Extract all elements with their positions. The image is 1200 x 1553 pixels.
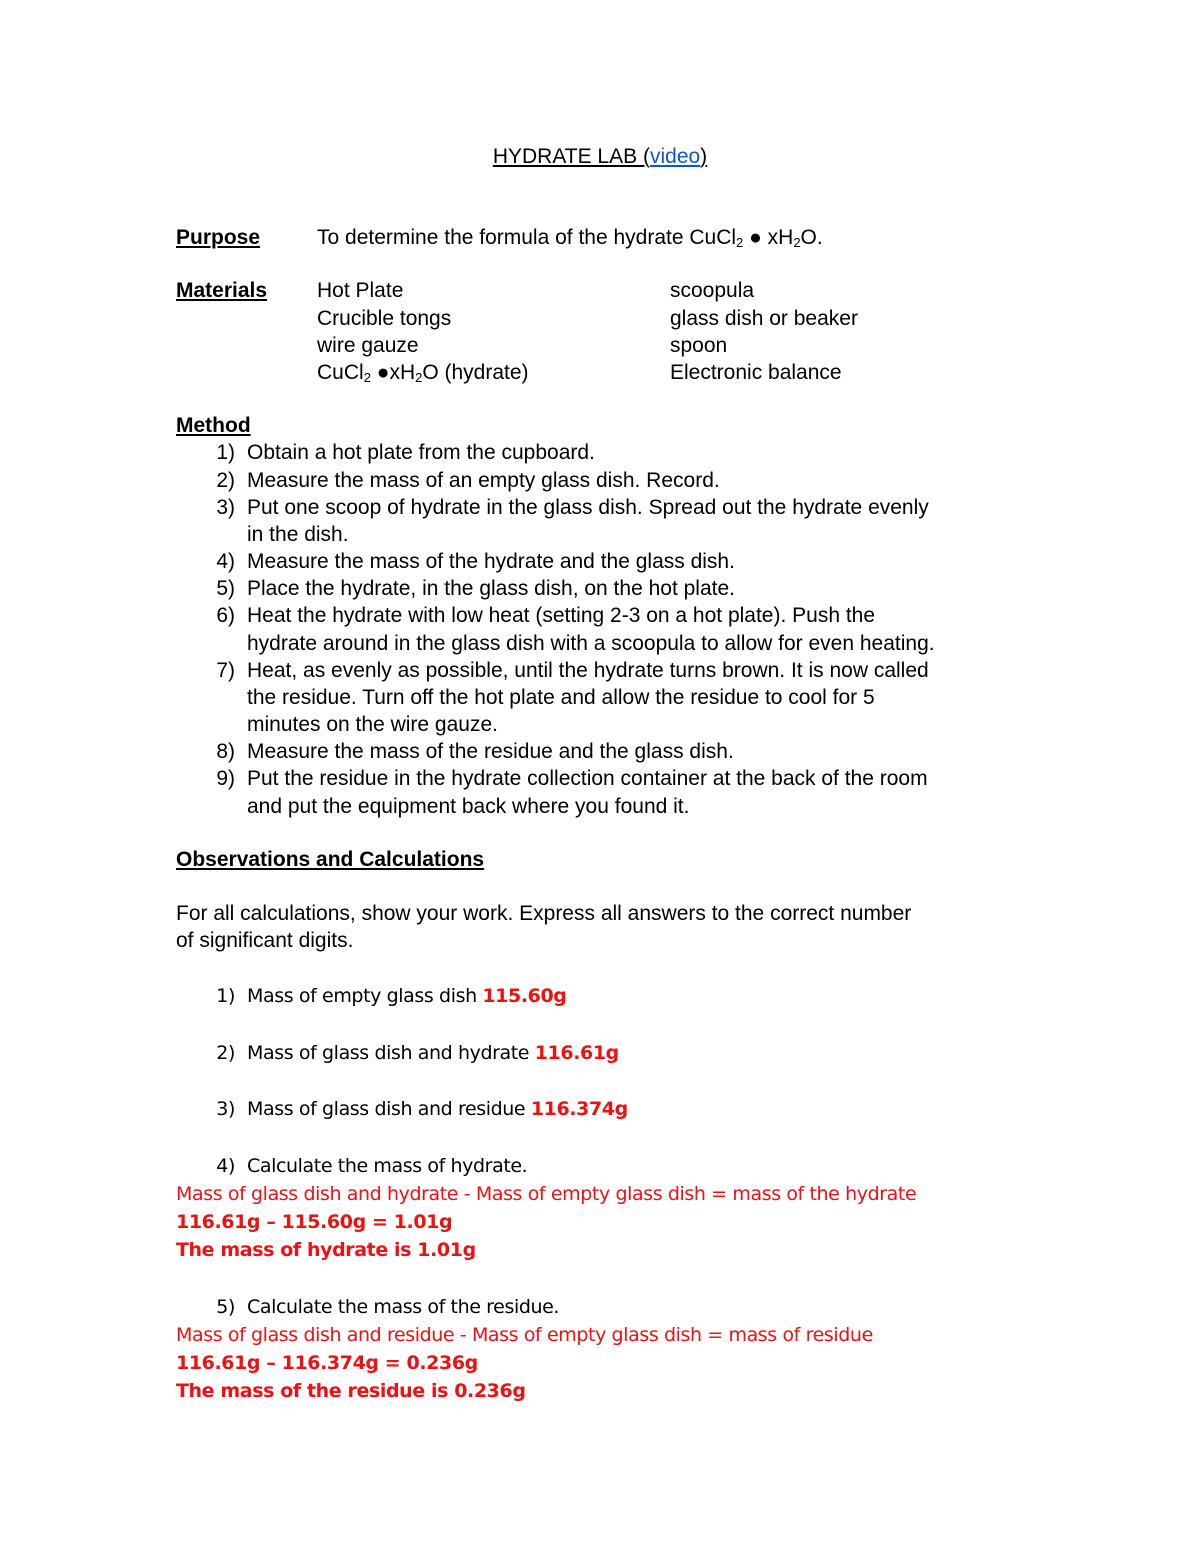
answer-formula: Mass of glass dish and hydrate - Mass of empty glass dish = mass of the hydrate (176, 1183, 917, 1205)
materials-label: Materials (176, 279, 268, 302)
method-label: Method (176, 414, 251, 437)
material-item: glass dish or beaker (670, 307, 858, 330)
step-text: Put one scoop of hydrate in the glass dish. Spread out the hydrate evenly (247, 496, 929, 519)
step-text: and put the equipment back where you found it. (247, 795, 690, 818)
answer-value: 116.61g (534, 1042, 619, 1064)
purpose-label: Purpose (176, 226, 261, 249)
step-number: 8) (216, 740, 235, 763)
step-text: Place the hydrate, in the glass dish, on the hot plate. (247, 577, 735, 600)
step-number: 3) (216, 496, 235, 519)
step-text: Measure the mass of the residue and the glass dish. (247, 740, 734, 763)
step-text: Heat, as evenly as possible, until the hydrate turns brown. It is now called (247, 659, 929, 682)
question-number: 3) (216, 1098, 235, 1120)
question-number: 4) (216, 1155, 235, 1177)
title-close: ) (700, 145, 708, 168)
material-item: spoon (670, 334, 728, 357)
step-number: 5) (216, 577, 235, 600)
step-text: Heat the hydrate with low heat (setting 2-3 on a hot plate). Push the (247, 604, 876, 627)
question-number: 2) (216, 1042, 235, 1064)
question-number: 5) (216, 1296, 235, 1318)
page-title (0, 143, 1200, 170)
question-5: Calculate the mass of the residue. (247, 1296, 560, 1318)
step-text: Measure the mass of an empty glass dish. Record. (247, 469, 720, 492)
step-text: the residue. Turn off the hot plate and allow the residue to cool for 5 (247, 686, 875, 709)
purpose-text: To determine the formula of the hydrate CuCl$_2$ ● $xH_2O$. (317, 226, 823, 250)
step-number: 2) (216, 469, 235, 492)
material-item: Electronic balance (670, 361, 842, 384)
answer-calculation: 116.61g – 115.60g = 1.01g (176, 1211, 453, 1233)
material-item-formula: CuCl$_2$ $●xH_2O$ (hydrate) (317, 361, 529, 385)
material-item: wire gauze (317, 334, 419, 357)
observations-intro: For all calculations, show your work. Express all answers to the correct number (176, 902, 912, 925)
question-number: 1) (216, 985, 235, 1007)
answer-formula: Mass of glass dish and residue - Mass of empty glass dish = mass of residue (176, 1324, 873, 1346)
material-item: Hot Plate (317, 279, 404, 302)
step-text: in the dish. (247, 523, 349, 546)
step-text: Measure the mass of the hydrate and the glass dish. (247, 550, 735, 573)
answer-result: The mass of hydrate is 1.01g (176, 1239, 476, 1261)
question-2: Mass of glass dish and hydrate 116.61g (247, 1042, 619, 1064)
title-text: HYDRATE LAB ( (492, 145, 650, 168)
observations-label: Observations and Calculations (176, 848, 485, 871)
answer-result: The mass of the residue is 0.236g (176, 1380, 526, 1402)
step-number: 4) (216, 550, 235, 573)
question-1: Mass of empty glass dish 115.60g (247, 985, 567, 1007)
question-4: Calculate the mass of hydrate. (247, 1155, 528, 1177)
step-number: 7) (216, 659, 235, 682)
step-text: Put the residue in the hydrate collection container at the back of the room (247, 767, 928, 790)
observations-intro: of significant digits. (176, 929, 354, 952)
video-link[interactable]: video (649, 145, 701, 168)
answer-calculation: 116.61g – 116.374g = 0.236g (176, 1352, 478, 1374)
step-number: 9) (216, 767, 235, 790)
step-text: hydrate around in the glass dish with a scoopula to allow for even heating. (247, 632, 935, 655)
material-item: Crucible tongs (317, 307, 452, 330)
answer-value: 115.60g (482, 985, 567, 1007)
step-number: 6) (216, 604, 235, 627)
step-text: Obtain a hot plate from the cupboard. (247, 441, 595, 464)
step-number: 1) (216, 441, 235, 464)
answer-value: 116.374g (530, 1098, 628, 1120)
question-3: Mass of glass dish and residue 116.374g (247, 1098, 628, 1120)
material-item: scoopula (670, 279, 755, 302)
step-text: minutes on the wire gauze. (247, 713, 498, 736)
